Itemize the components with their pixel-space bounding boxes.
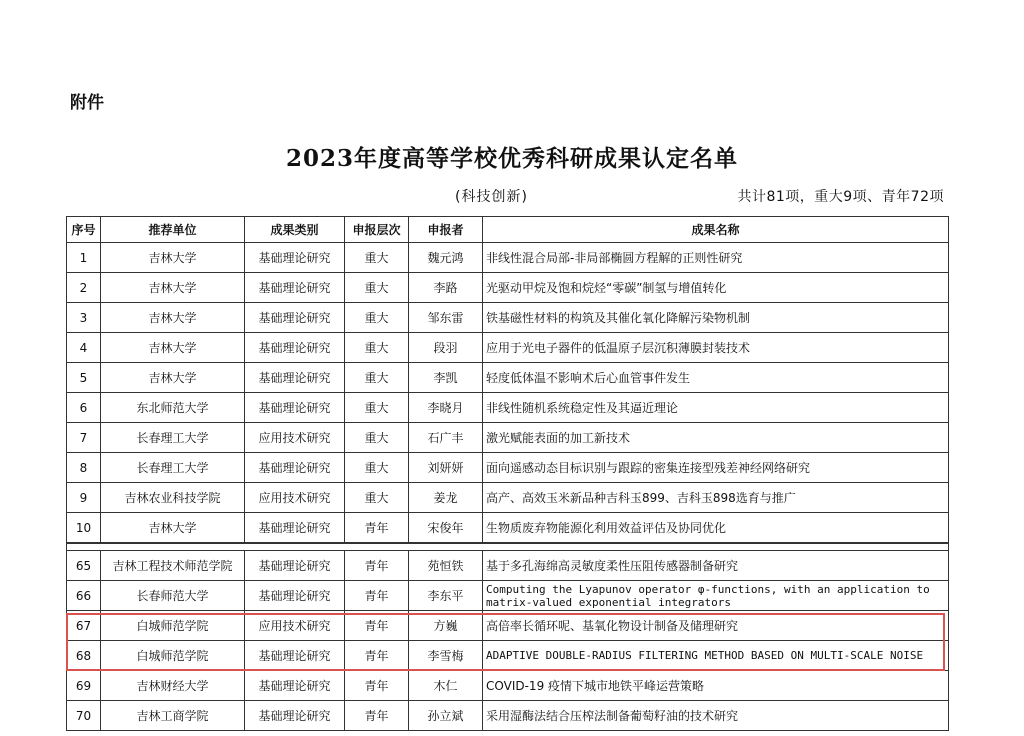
cell-unit: 长春理工大学: [101, 423, 245, 453]
cell-unit: 吉林财经大学: [101, 671, 245, 701]
cell-level: 重大: [345, 483, 409, 513]
cell-category: 应用技术研究: [245, 611, 345, 641]
header-applicant: 申报者: [409, 217, 483, 243]
cell-category: 应用技术研究: [245, 483, 345, 513]
header-category: 成果类别: [245, 217, 345, 243]
table-row: [67, 513, 949, 544]
cell-level: 重大: [345, 423, 409, 453]
cell-title: 应用于光电子器件的低温原子层沉积薄膜封装技术: [483, 333, 949, 363]
cell-level: 青年: [345, 641, 409, 671]
cell-applicant: 宋俊年: [409, 513, 483, 544]
table-row: [67, 551, 949, 581]
cell-applicant: 段羽: [409, 333, 483, 363]
cell-title: 基于多孔海绵高灵敏度柔性压阻传感器制备研究: [483, 551, 949, 581]
table-row: [67, 671, 949, 701]
header-unit: 推荐单位: [101, 217, 245, 243]
cell-unit: 白城师范学院: [101, 611, 245, 641]
cell-index: 70: [67, 701, 101, 731]
cell-level: 重大: [345, 243, 409, 273]
cell-title: 面向遥感动态目标识别与跟踪的密集连接型残差神经网络研究: [483, 453, 949, 483]
table-row: [67, 333, 949, 363]
cell-index: 3: [67, 303, 101, 333]
cell-level: 青年: [345, 551, 409, 581]
cell-applicant: 孙立斌: [409, 701, 483, 731]
cell-level: 重大: [345, 273, 409, 303]
table-row: [67, 423, 949, 453]
document-subtitle: (科技创新): [455, 189, 528, 205]
results-table: [66, 216, 949, 731]
cell-category: 基础理论研究: [245, 363, 345, 393]
cell-category: 基础理论研究: [245, 453, 345, 483]
cell-applicant: 李路: [409, 273, 483, 303]
cell-level: 青年: [345, 513, 409, 544]
cell-unit: 白城师范学院: [101, 641, 245, 671]
cell-title: Computing the Lyapunov operator φ-functions, with an application to matrix-valued exponential integrators: [483, 581, 949, 611]
cell-category: 基础理论研究: [245, 393, 345, 423]
table-row: [67, 363, 949, 393]
cell-unit: 吉林大学: [101, 363, 245, 393]
cell-title: 激光赋能表面的加工新技术: [483, 423, 949, 453]
cell-title: 光驱动甲烷及饱和烷烃“零碳”制氢与增值转化: [483, 273, 949, 303]
document-title: 2023年度高等学校优秀科研成果认定名单: [285, 145, 738, 172]
cell-index: 4: [67, 333, 101, 363]
table-row: [67, 581, 949, 611]
cell-category: 应用技术研究: [245, 423, 345, 453]
table-row: [67, 611, 949, 641]
cell-unit: 吉林大学: [101, 513, 245, 544]
cell-index: 6: [67, 393, 101, 423]
cell-level: 重大: [345, 363, 409, 393]
cell-level: 重大: [345, 393, 409, 423]
cell-index: 5: [67, 363, 101, 393]
cell-title: 高产、高效玉米新品种吉科玉899、吉科玉898选育与推广: [483, 483, 949, 513]
cell-title: 轻度低体温不影响术后心血管事件发生: [483, 363, 949, 393]
cell-unit: 吉林工程技术师范学院: [101, 551, 245, 581]
cell-category: 基础理论研究: [245, 513, 345, 544]
table-row: [67, 273, 949, 303]
cell-index: 9: [67, 483, 101, 513]
table-row: [67, 701, 949, 731]
table-row: [67, 243, 949, 273]
header-index: 序号: [67, 217, 101, 243]
cell-level: 青年: [345, 581, 409, 611]
cell-category: 基础理论研究: [245, 671, 345, 701]
header-level: 申报层次: [345, 217, 409, 243]
cell-applicant: 李雪梅: [409, 641, 483, 671]
attachment-label: 附件: [70, 93, 104, 113]
table-row: [67, 453, 949, 483]
cell-category: 基础理论研究: [245, 303, 345, 333]
cell-title: 铁基磁性材料的构筑及其催化氧化降解污染物机制: [483, 303, 949, 333]
cell-category: 基础理论研究: [245, 581, 345, 611]
cell-applicant: 李凯: [409, 363, 483, 393]
cell-applicant: 刘妍妍: [409, 453, 483, 483]
cell-index: 2: [67, 273, 101, 303]
cell-category: 基础理论研究: [245, 701, 345, 731]
cell-title: 非线性随机系统稳定性及其逼近理论: [483, 393, 949, 423]
cell-applicant: 魏元鸿: [409, 243, 483, 273]
cell-level: 重大: [345, 333, 409, 363]
cell-applicant: 李东平: [409, 581, 483, 611]
cell-applicant: 木仁: [409, 671, 483, 701]
cell-category: 基础理论研究: [245, 641, 345, 671]
cell-title: ADAPTIVE DOUBLE-RADIUS FILTERING METHOD BASED ON MULTI-SCALE NOISE: [483, 641, 949, 671]
cell-index: 10: [67, 513, 101, 544]
cell-index: 7: [67, 423, 101, 453]
cell-index: 8: [67, 453, 101, 483]
cell-index: 67: [67, 611, 101, 641]
cell-level: 青年: [345, 701, 409, 731]
cell-unit: 长春师范大学: [101, 581, 245, 611]
cell-index: 66: [67, 581, 101, 611]
cell-level: 青年: [345, 671, 409, 701]
cell-applicant: 苑恒铁: [409, 551, 483, 581]
table-row: [67, 641, 949, 671]
table-header-row: [67, 217, 949, 243]
cell-applicant: 邹东雷: [409, 303, 483, 333]
cell-applicant: 姜龙: [409, 483, 483, 513]
cell-unit: 吉林大学: [101, 273, 245, 303]
cell-level: 重大: [345, 453, 409, 483]
cell-category: 基础理论研究: [245, 551, 345, 581]
cell-title: COVID-19 疫情下城市地铁平峰运营策略: [483, 671, 949, 701]
cell-applicant: 李晓月: [409, 393, 483, 423]
cell-unit: 吉林大学: [101, 243, 245, 273]
cell-category: 基础理论研究: [245, 273, 345, 303]
cell-title: 非线性混合局部-非局部椭圆方程解的正则性研究: [483, 243, 949, 273]
cell-unit: 长春理工大学: [101, 453, 245, 483]
cell-level: 重大: [345, 303, 409, 333]
cell-unit: 东北师范大学: [101, 393, 245, 423]
cell-category: 基础理论研究: [245, 333, 345, 363]
cell-unit: 吉林大学: [101, 333, 245, 363]
cell-category: 基础理论研究: [245, 243, 345, 273]
cell-applicant: 石广丰: [409, 423, 483, 453]
cell-title: 生物质废弃物能源化利用效益评估及协同优化: [483, 513, 949, 544]
cell-index: 68: [67, 641, 101, 671]
cell-title: 采用湿酶法结合压榨法制备葡萄籽油的技术研究: [483, 701, 949, 731]
table-gap-row: [67, 543, 949, 551]
cell-applicant: 方巍: [409, 611, 483, 641]
summary-count: 共计81项，重大9项、青年72项: [737, 189, 944, 205]
table-row: [67, 393, 949, 423]
header-title: 成果名称: [483, 217, 949, 243]
gap-cell: [67, 543, 949, 551]
cell-unit: 吉林农业科技学院: [101, 483, 245, 513]
cell-unit: 吉林工商学院: [101, 701, 245, 731]
cell-index: 69: [67, 671, 101, 701]
table-row: [67, 483, 949, 513]
cell-title: 高倍率长循环呢、基氧化物设计制备及储理研究: [483, 611, 949, 641]
cell-unit: 吉林大学: [101, 303, 245, 333]
cell-index: 65: [67, 551, 101, 581]
table-row: [67, 303, 949, 333]
cell-index: 1: [67, 243, 101, 273]
cell-level: 青年: [345, 611, 409, 641]
